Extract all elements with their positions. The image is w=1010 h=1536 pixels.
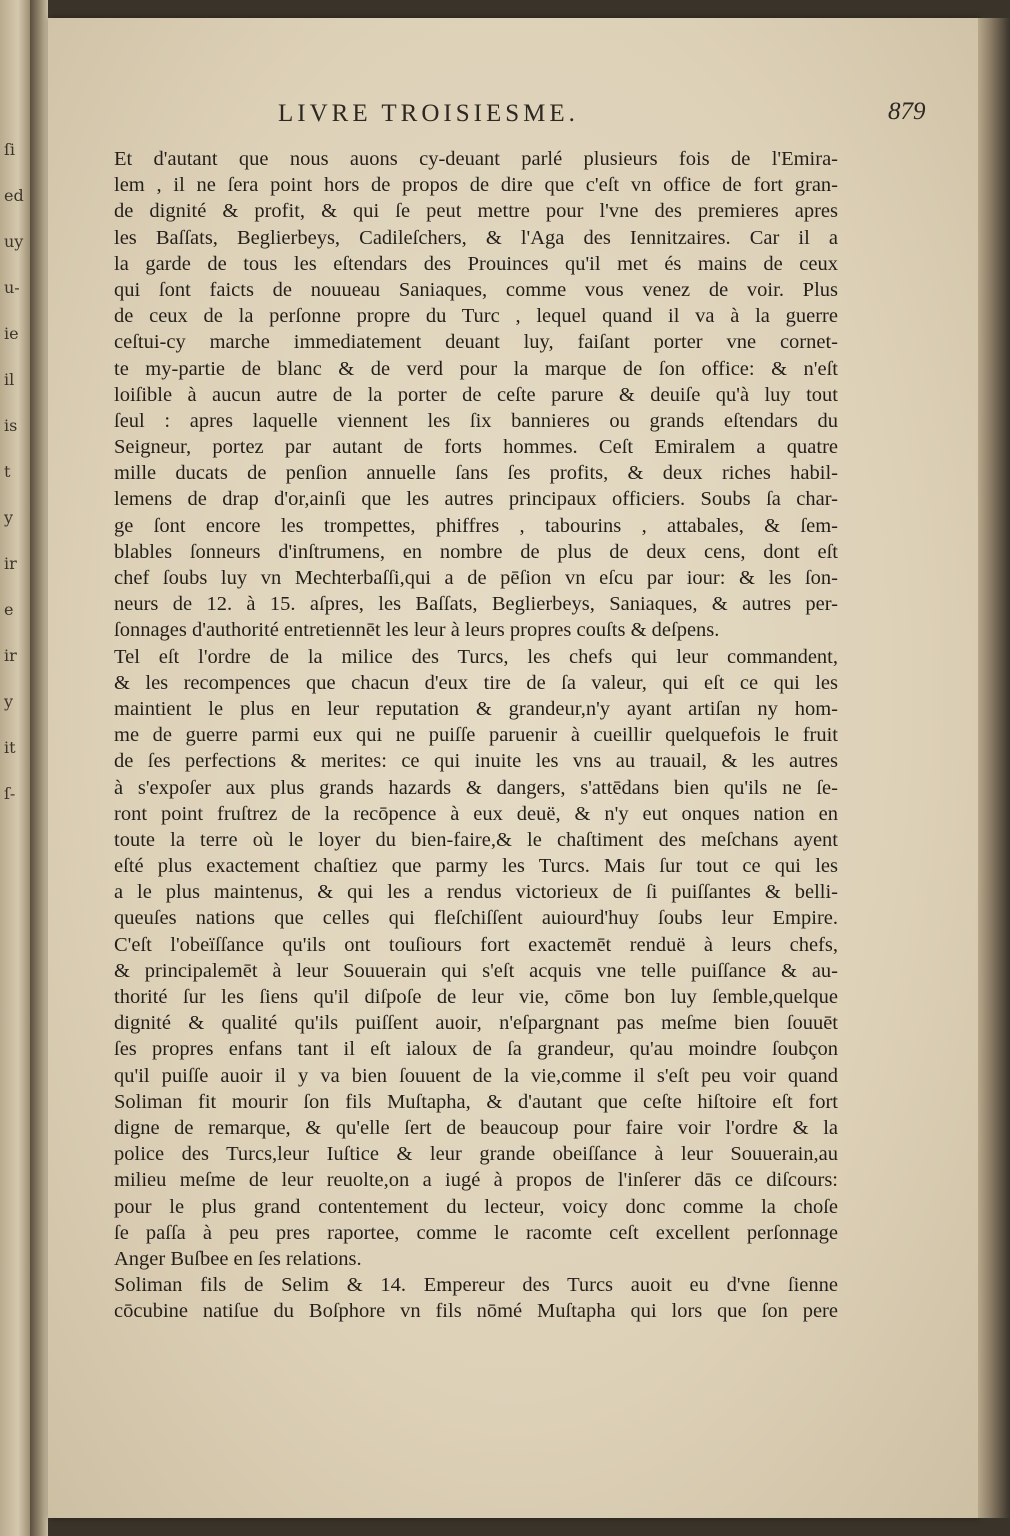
facing-page-fragment: t (4, 462, 11, 481)
page-number: 879 (888, 98, 926, 125)
text-line: maintient le plus en leur reputation & grandeur,n'y ayant artiſan ny hom- (114, 697, 838, 720)
text-line: me de guerre parmi eux qui ne puiſſe paruenir à cueillir quelquefois le fruit (114, 724, 838, 747)
text-line: ſes propres enfans tant il eſt ialoux de ſa grandeur, qu'au moindre ſoubçon (114, 1038, 838, 1061)
facing-page-fragment: ie (4, 324, 19, 343)
text-line: milieu meſme de leur reuolte,on a iugé à propos de l'inſerer dās ce diſcours: (114, 1169, 838, 1192)
text-line: neurs de 12. à 15. aſpres, les Baſſats, Beglierbeys, Saniaques, & autres per- (114, 593, 838, 616)
text-line: la garde de tous les eſtendars des Prouinces qu'il met és mains de ceux (114, 252, 838, 275)
text-line: Soliman fit mourir ſon fils Muſtapha, & d'autant que ceſte hiſtoire eſt fort (114, 1090, 838, 1113)
text-line: Et d'autant que nous auons cy-deuant parlé plusieurs fois de l'Emira- (114, 148, 838, 170)
body-text (114, 146, 838, 1324)
text-line: à s'expoſer aux plus grands hazards & dangers, s'attēdans bien qu'ils ne ſe- (114, 776, 838, 799)
facing-page-fragment: il (4, 370, 15, 389)
text-line: Tel eſt l'ordre de la milice des Turcs, les chefs qui leur commandent, (114, 645, 838, 668)
text-line: loiſible à aucun autre de la porter de ceſte parure & deuiſe qu'à luy tout (114, 383, 838, 406)
text-line: Soliman fils de Selim & 14. Empereur des Turcs auoit eu d'vne ſienne (114, 1274, 838, 1297)
text-line: C'eſt l'obeïſſance qu'ils ont touſiours fort exactemēt renduë à leurs chefs, (114, 933, 838, 956)
text-line: chef ſoubs luy vn Mechterbaſſi,qui a de pēſion vn eſcu par iour: & les ſon- (114, 567, 838, 589)
book-page (48, 18, 978, 1518)
text-line: thorité ſur les ſiens qu'il diſpoſe de leur vie, cōme bon luy ſemble,quelque (114, 986, 838, 1008)
text-line: de ſes perfections & merites: ce qui inuite les vns au trauail, & les autres (114, 750, 838, 773)
text-line: Anger Buſbee en ſes relations. (114, 1247, 362, 1270)
text-line: lem , il ne ſera point hors de propos de dire que c'eſt vn office de fort gran- (114, 174, 838, 197)
text-line: queuſes nations que celles qui fleſchiſſent auiourd'huy ſoubs leur Empire. (114, 907, 838, 930)
text-line: toute la terre où le loyer du bien-faire,& le chaſtiment des meſchans ayent (114, 828, 838, 851)
text-line: digne de remarque, & qu'elle ſert de beaucoup pour faire voir l'ordre & la (114, 1116, 838, 1139)
text-line: eſté plus exactement chaſtiez que parmy les Turcs. Mais ſur tout ce qui les (114, 855, 838, 878)
text-line: de dignité & profit, & qui ſe peut mettre pour l'vne des premieres apres (114, 200, 838, 223)
text-line: cōcubine natiſue du Boſphore vn fils nōmé Muſtapha qui lors que ſon pere (114, 1300, 838, 1323)
facing-page-fragment: y (4, 508, 14, 527)
text-line: ront point fruſtrez de la recōpence à eux deuë, & n'y eut onques nation en (114, 802, 838, 825)
facing-page-fragment: ir (4, 554, 17, 573)
facing-page-fragment: ir (4, 646, 17, 665)
text-line: ſe paſſa à peu pres raportee, comme le racomte ceſt excellent perſonnage (114, 1221, 838, 1244)
facing-page-fragment: ed (4, 186, 24, 205)
text-line: dignité & qualité qu'ils puiſſent auoir, n'eſpargnant pas meſme bien ſouuēt (114, 1012, 838, 1035)
text-line: blables ſonneurs d'inſtrumens, en nombre de plus de deux cens, dont eſt (114, 540, 838, 563)
facing-page-fragment: e (4, 600, 14, 619)
text-line: les Baſſats, Beglierbeys, Cadileſchers, & l'Aga des Iennitzaires. Car il a (114, 226, 838, 249)
facing-page-edge (0, 0, 30, 1536)
page-fore-edge (978, 18, 1010, 1518)
text-line: qui ſont faicts de nouueau Saniaques, comme vous venez de voir. Plus (114, 278, 838, 301)
text-line: ceſtui-cy marche immediatement deuant luy, faiſant porter vne cornet- (114, 331, 838, 354)
text-line: & les recompences que chacun d'eux tire de ſa valeur, qui eſt ce qui les (114, 671, 838, 694)
text-line: police des Turcs,leur Iuſtice & leur grande obeiſſance à leur Souuerain,au (114, 1143, 838, 1166)
facing-page-fragment: ſi (4, 140, 16, 159)
text-line: qu'il puiſſe auoir il y va bien ſouuent de la vie,comme il s'eſt peu voir quand (114, 1064, 838, 1087)
facing-page-fragment: uy (4, 232, 24, 251)
text-line: ſeul : apres laquelle viennent les ſix bannieres ou grands eſtendars du (114, 409, 838, 432)
text-line: a le plus maintenus, & qui les a rendus victorieux de ſi puiſſantes & belli- (114, 881, 838, 904)
text-line: te my-partie de blanc & de verd pour la marque de ſon office: & n'eſt (114, 357, 838, 380)
running-head: LIVRE TROISIESME. (278, 100, 579, 127)
facing-page-fragment: u- (4, 278, 20, 297)
text-line: Seigneur, portez par autant de forts hommes. Ceſt Emiralem a quatre (114, 436, 838, 459)
text-line: & principalemēt à leur Souuerain qui s'eſt acquis vne telle puiſſance & au- (114, 959, 838, 982)
text-line: pour le plus grand contentement du lecteur, voicy donc comme la choſe (114, 1195, 838, 1218)
text-line: ge ſont encore les trompettes, phiffres , tabourins , attabales, & ſem- (114, 514, 838, 537)
text-line: ſonnages d'authorité entretiennēt les leur à leurs propres couſts & deſpens. (114, 619, 720, 642)
facing-page-fragment: y (4, 692, 14, 711)
facing-page-fragment: it (4, 738, 16, 757)
facing-page-fragment: is (4, 416, 18, 435)
text-line: mille ducats de penſion annuelle ſans ſes profits, & deux riches habil- (114, 462, 838, 485)
text-line: lemens de drap d'or,ainſi que les autres principaux officiers. Soubs ſa char- (114, 488, 838, 511)
book-gutter (30, 0, 48, 1536)
facing-page-fragment: ſ- (4, 784, 16, 803)
text-line: de ceux de la perſonne propre du Turc , lequel quand il va à la guerre (114, 305, 838, 328)
